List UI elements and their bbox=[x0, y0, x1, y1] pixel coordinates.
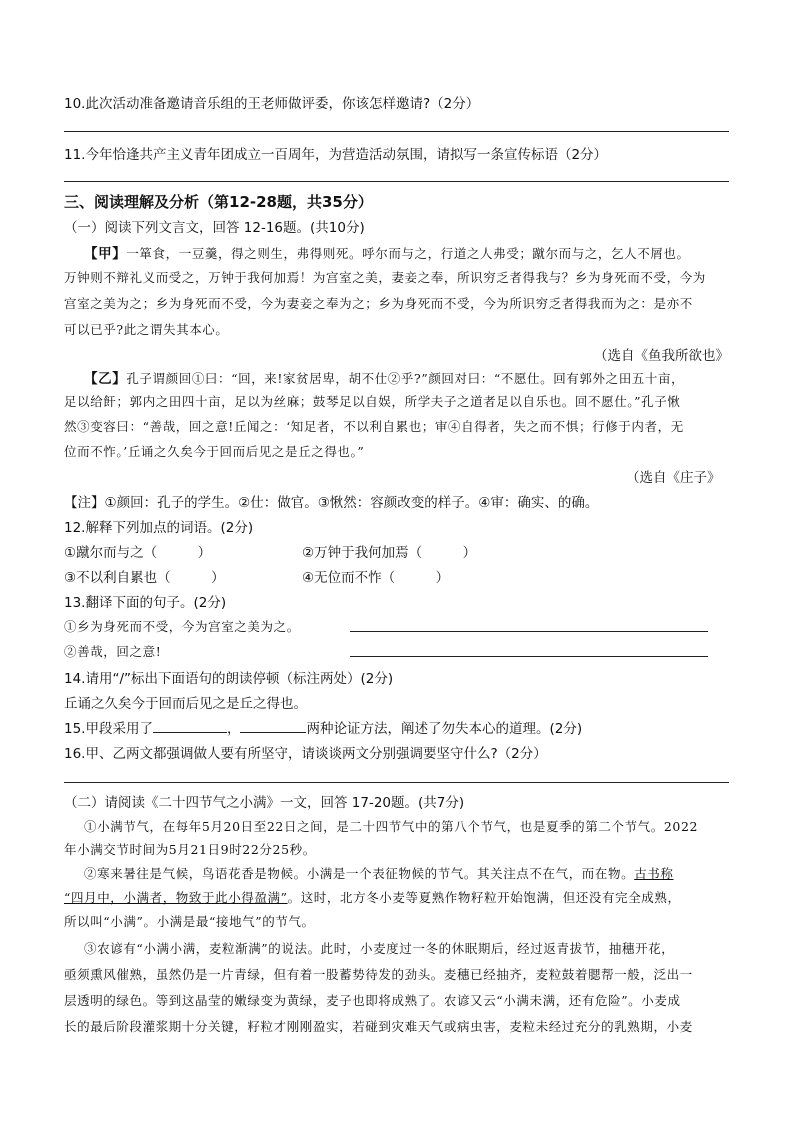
answer-line-11 bbox=[64, 181, 729, 182]
jia-line-1 bbox=[64, 242, 690, 262]
q12-item-3: ③不以利自累也（ ） bbox=[64, 570, 225, 586]
para-2-line-1 bbox=[84, 864, 674, 882]
jia-text-1: 一箪食，一豆羹，得之则生，弗得则死。呼尔而与之，行道之人弗受；蹴尔而与之，乞人不屑也。 bbox=[126, 246, 690, 261]
answer-line-10 bbox=[64, 131, 729, 132]
yi-tag: 【乙】 bbox=[84, 371, 127, 387]
para-2-text-2b: 。这时，北方冬小麦等夏熟作物籽粒开始饱满，但还没有完全成熟， bbox=[287, 890, 681, 905]
yi-line-1 bbox=[64, 367, 684, 387]
q15-prefix: 15.甲段采用了 bbox=[64, 721, 153, 737]
part-1-intro: （一）阅读下列文言文，回答 12-16题。(共10分) bbox=[64, 220, 365, 236]
annotation-note: 【注】①颜回：孔子的学生。②仕：做官。③愀然：容颜改变的样子。④审：确实、的确。 bbox=[64, 495, 599, 511]
yi-line-2: 足以给飦；郭内之田四十亩，足以为丝麻；鼓琴足以自娱，所学夫子之道者足以自乐也。回不愿仕。”孔子愀 bbox=[64, 394, 681, 409]
para-2-quote: “四月中，小满者，物致于此小得盈满” bbox=[64, 890, 288, 905]
yi-text-1: 孔子谓颜回①曰：“回，来!家贫居卑，胡不仕②乎?”颜回对曰：“不愿仕。回有郭外之田五十亩， bbox=[126, 371, 685, 386]
q14-sentence: 丘诵之久矣今于回而后见之是丘之得也。 bbox=[64, 696, 307, 712]
question-16: 16.甲、乙两文都强调做人要有所坚守，请谈谈两文分别强调要坚守什么?（2分） bbox=[64, 746, 547, 762]
jia-line-2: 万钟则不辩礼义而受之，万钟于我何加焉！为宫室之美，妻妾之奉，所识穷乏者得我与？乡为身死而不受，今为 bbox=[64, 270, 706, 285]
question-12: 12.解释下列加点的词语。(2分) bbox=[64, 520, 254, 536]
yi-line-4: 位而不怍。’丘诵之久矣今于回而后见之是丘之得也。” bbox=[64, 444, 365, 459]
question-13: 13.翻译下面的句子。(2分) bbox=[64, 595, 227, 611]
para-3-line-1: ③农谚有“小满小满，麦粒渐满”的说法。此时，小麦度过一冬的休眠期后，经过返青拔节，抽穗开花， bbox=[84, 941, 675, 956]
yi-line-3: 然③变容曰：“善哉，回之意!丘闻之：‘知足者，不以利自累也；审④自得者，失之而不惧；行修于内者，无 bbox=[64, 419, 684, 434]
q15-blank-1[interactable] bbox=[153, 718, 227, 733]
para-3-line-4: 长的最后阶段灌浆期十分关键，籽粒才刚刚盈实，若碰到灾难天气或病虫害，麦粒未经过充分的乳熟期，小麦 bbox=[64, 1019, 693, 1034]
jia-line-4: 可以已乎?此之谓失其本心。 bbox=[64, 322, 229, 337]
para-1-line-1: ①小满节气，在每年5月20日至22日之间，是二十四节气中的第八个节气，也是夏季的第二个节气。2022 bbox=[84, 819, 699, 834]
q12-item-1: ①蹴尔而与之（ ） bbox=[64, 545, 212, 561]
para-3-line-2: 亟须熏风催熟，虽然仍是一片青绿，但有着一股蓄势待发的劲头。麦穗已经抽齐，麦粒鼓着腮帮一般，泛出一 bbox=[64, 967, 693, 982]
question-11: 11.今年恰逢共产主义青年团成立一百周年，为营造活动氛围，请拟写一条宣传标语（2分） bbox=[64, 147, 608, 163]
question-15 bbox=[64, 717, 582, 737]
jia-source: （选自《鱼我所欲也》 bbox=[594, 348, 729, 364]
para-2-line-3: 所以叫“小满”。小满是最“接地气”的节气。 bbox=[64, 914, 315, 929]
q13-answer-line-2 bbox=[350, 656, 708, 657]
yi-source: （选自《庄子》 bbox=[626, 470, 721, 486]
q13-item-1: ①乡为身死而不受，今为宫室之美为之。 bbox=[64, 619, 300, 634]
para-3-line-3: 层透明的绿色。等到这晶莹的嫩绿变为黄绿，麦子也即将成熟了。农谚又云“小满未满，还有危险”。小麦成 bbox=[64, 993, 681, 1008]
q15-suffix: 两种论证方法，阐述了勿失本心的道理。(2分) bbox=[306, 721, 583, 737]
answer-line-16 bbox=[64, 782, 729, 783]
q15-blank-2[interactable] bbox=[240, 718, 306, 733]
section-3-title: 三、阅读理解及分析（第12-28题，共35分） bbox=[64, 193, 373, 211]
jia-tag: 【甲】 bbox=[84, 246, 127, 262]
para-2-text-1a: ②寒来暑往是气候，鸟语花香是物候。小满是一个表征物候的节气。其关注点不在气，而在物。 bbox=[84, 866, 635, 881]
jia-line-3: 宫室之美为之；乡为身死而不受，今为妻妾之奉为之；乡为身死而不受，今为所识穷乏者得我而为之：是亦不 bbox=[64, 296, 693, 311]
question-14: 14.请用“/”标出下面语句的朗读停顿（标注两处）(2分) bbox=[64, 671, 394, 687]
q12-item-2: ②万钟于我何加焉（ ） bbox=[302, 545, 477, 561]
q13-item-2: ②善哉，回之意! bbox=[64, 644, 162, 659]
q12-item-4: ④无位而不怍（ ） bbox=[302, 570, 450, 586]
para-2-text-1b: 古书称 bbox=[634, 866, 674, 881]
para-2-line-2 bbox=[64, 888, 681, 906]
question-10: 10.此次活动准备邀请音乐组的王老师做评委，你该怎样邀请?（2分） bbox=[64, 96, 480, 112]
q13-answer-line-1 bbox=[350, 631, 708, 632]
part-2-intro: （二）请阅读《二十四节气之小满》一文，回答 17-20题。(共7分) bbox=[64, 795, 465, 811]
q15-comma: ， bbox=[226, 721, 241, 737]
para-1-line-2: 年小满交节时间为5月21日9时22分25秒。 bbox=[64, 842, 316, 857]
